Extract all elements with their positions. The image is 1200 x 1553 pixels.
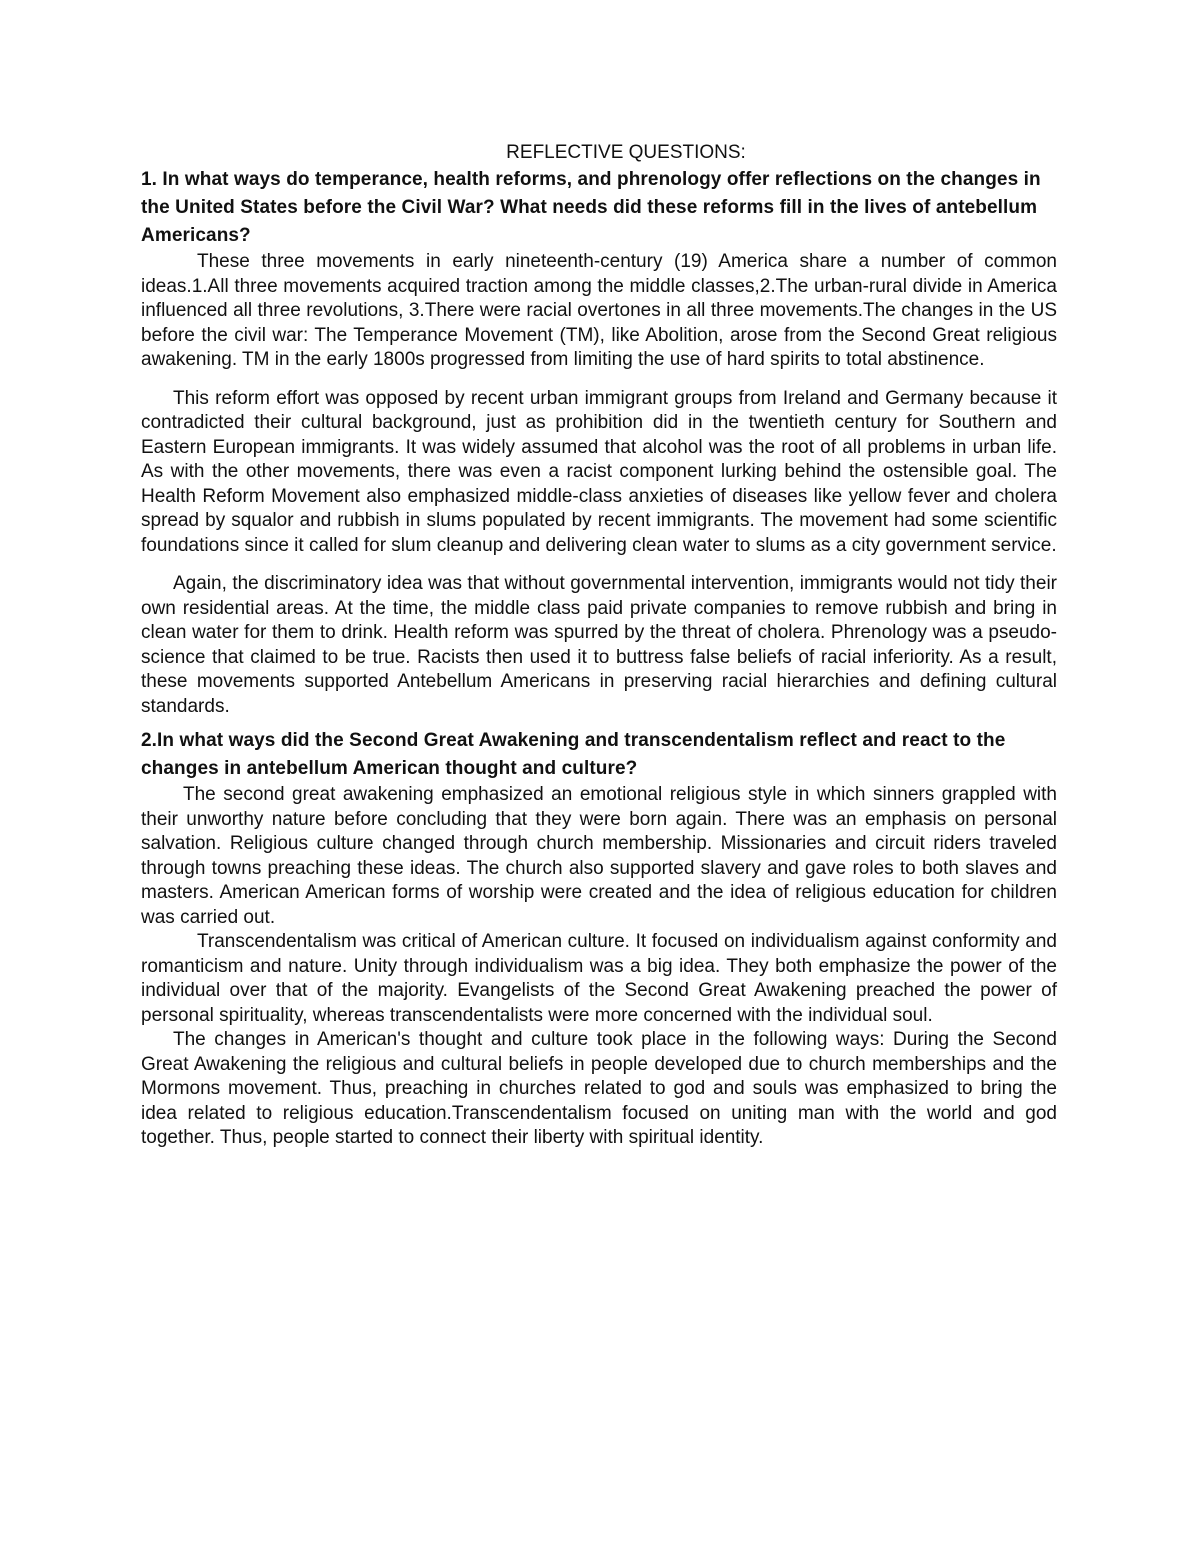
answer-2-paragraph-3: The changes in American's thought and culture took place in the following ways: During the Second Great Awakening the religious and cultural beliefs in people developed due to church memberships and the Mormons movement. Thus, preaching in churches related to god and souls was emphasized to bring the idea related to religious education.Transcendentalism focused on uniting man with the world and god together. Thus, people started to connect their liberty with spiritual identity. bbox=[141, 1029, 1057, 1148]
document-page bbox=[141, 140, 1057, 1151]
document-title: REFLECTIVE QUESTIONS: bbox=[506, 142, 746, 163]
answer-1-paragraph-2: This reform effort was opposed by recent urban immigrant groups from Ireland and Germany because it contradicted their cultural background, just as prohibition did in the twentieth century for Southern and Eastern European immigrants. It was widely assumed that alcohol was the root of all problems in urban life. As with the other movements, there was even a racist component lurking behind the ostensible goal. The Health Reform Movement also emphasized middle-class anxieties of diseases like yellow fever and cholera spread by squalor and rubbish in slums populated by recent immigrants. The movement had some scientific foundations since it called for slum cleanup and delivering clean water to slums as a city government service. bbox=[141, 387, 1057, 556]
answer-2-paragraph-1: The second great awakening emphasized an emotional religious style in which sinners grappled with their unworthy nature before concluding that they were born again. There was an emphasis on personal salvation. Religious culture changed through church membership. Missionaries and circuit riders traveled through towns preaching these ideas. The church also supported slavery and gave roles to both slaves and masters. American American forms of worship were created and the idea of religious education for children was carried out. bbox=[141, 784, 1057, 928]
question-2: 2.In what ways did the Second Great Awakening and transcendentalism reflect and react to the changes in antebellum American thought and culture? bbox=[141, 730, 1006, 779]
question-1: 1. In what ways do temperance, health reforms, and phrenology offer reflections on the changes in the United States before the Civil War? What needs did these reforms fill in the lives of antebellum Americans? bbox=[141, 169, 1041, 246]
answer-1-paragraph-3: Again, the discriminatory idea was that without governmental intervention, immigrants would not tidy their own residential areas. At the time, the middle class paid private companies to remove rubbish and bring in clean water for them to drink. Health reform was spurred by the threat of cholera. Phrenology was a pseudo-science that claimed to be true. Racists then used it to buttress false beliefs of racial inferiority. As a result, these movements supported Antebellum Americans in preserving racial hierarchies and defining cultural standards. bbox=[141, 573, 1057, 717]
answer-1-paragraph-1: These three movements in early nineteenth-century (19) America share a number of common ideas.1.All three movements acquired traction among the middle classes,2.The urban-rural divide in America influenced all three revolutions, 3.There were racial overtones in all three movements.The changes in the US before the civil war: The Temperance Movement (TM), like Abolition, arose from the Second Great religious awakening. TM in the early 1800s progressed from limiting the use of hard spirits to total abstinence. bbox=[141, 251, 1057, 370]
answer-2-paragraph-2: Transcendentalism was critical of American culture. It focused on individualism against conformity and romanticism and nature. Unity through individualism was a big idea. They both emphasize the power of the individual over that of the majority. Evangelists of the Second Great Awakening preached the power of personal spirituality, whereas transcendentalists were more concerned with the individual soul. bbox=[141, 931, 1057, 1026]
